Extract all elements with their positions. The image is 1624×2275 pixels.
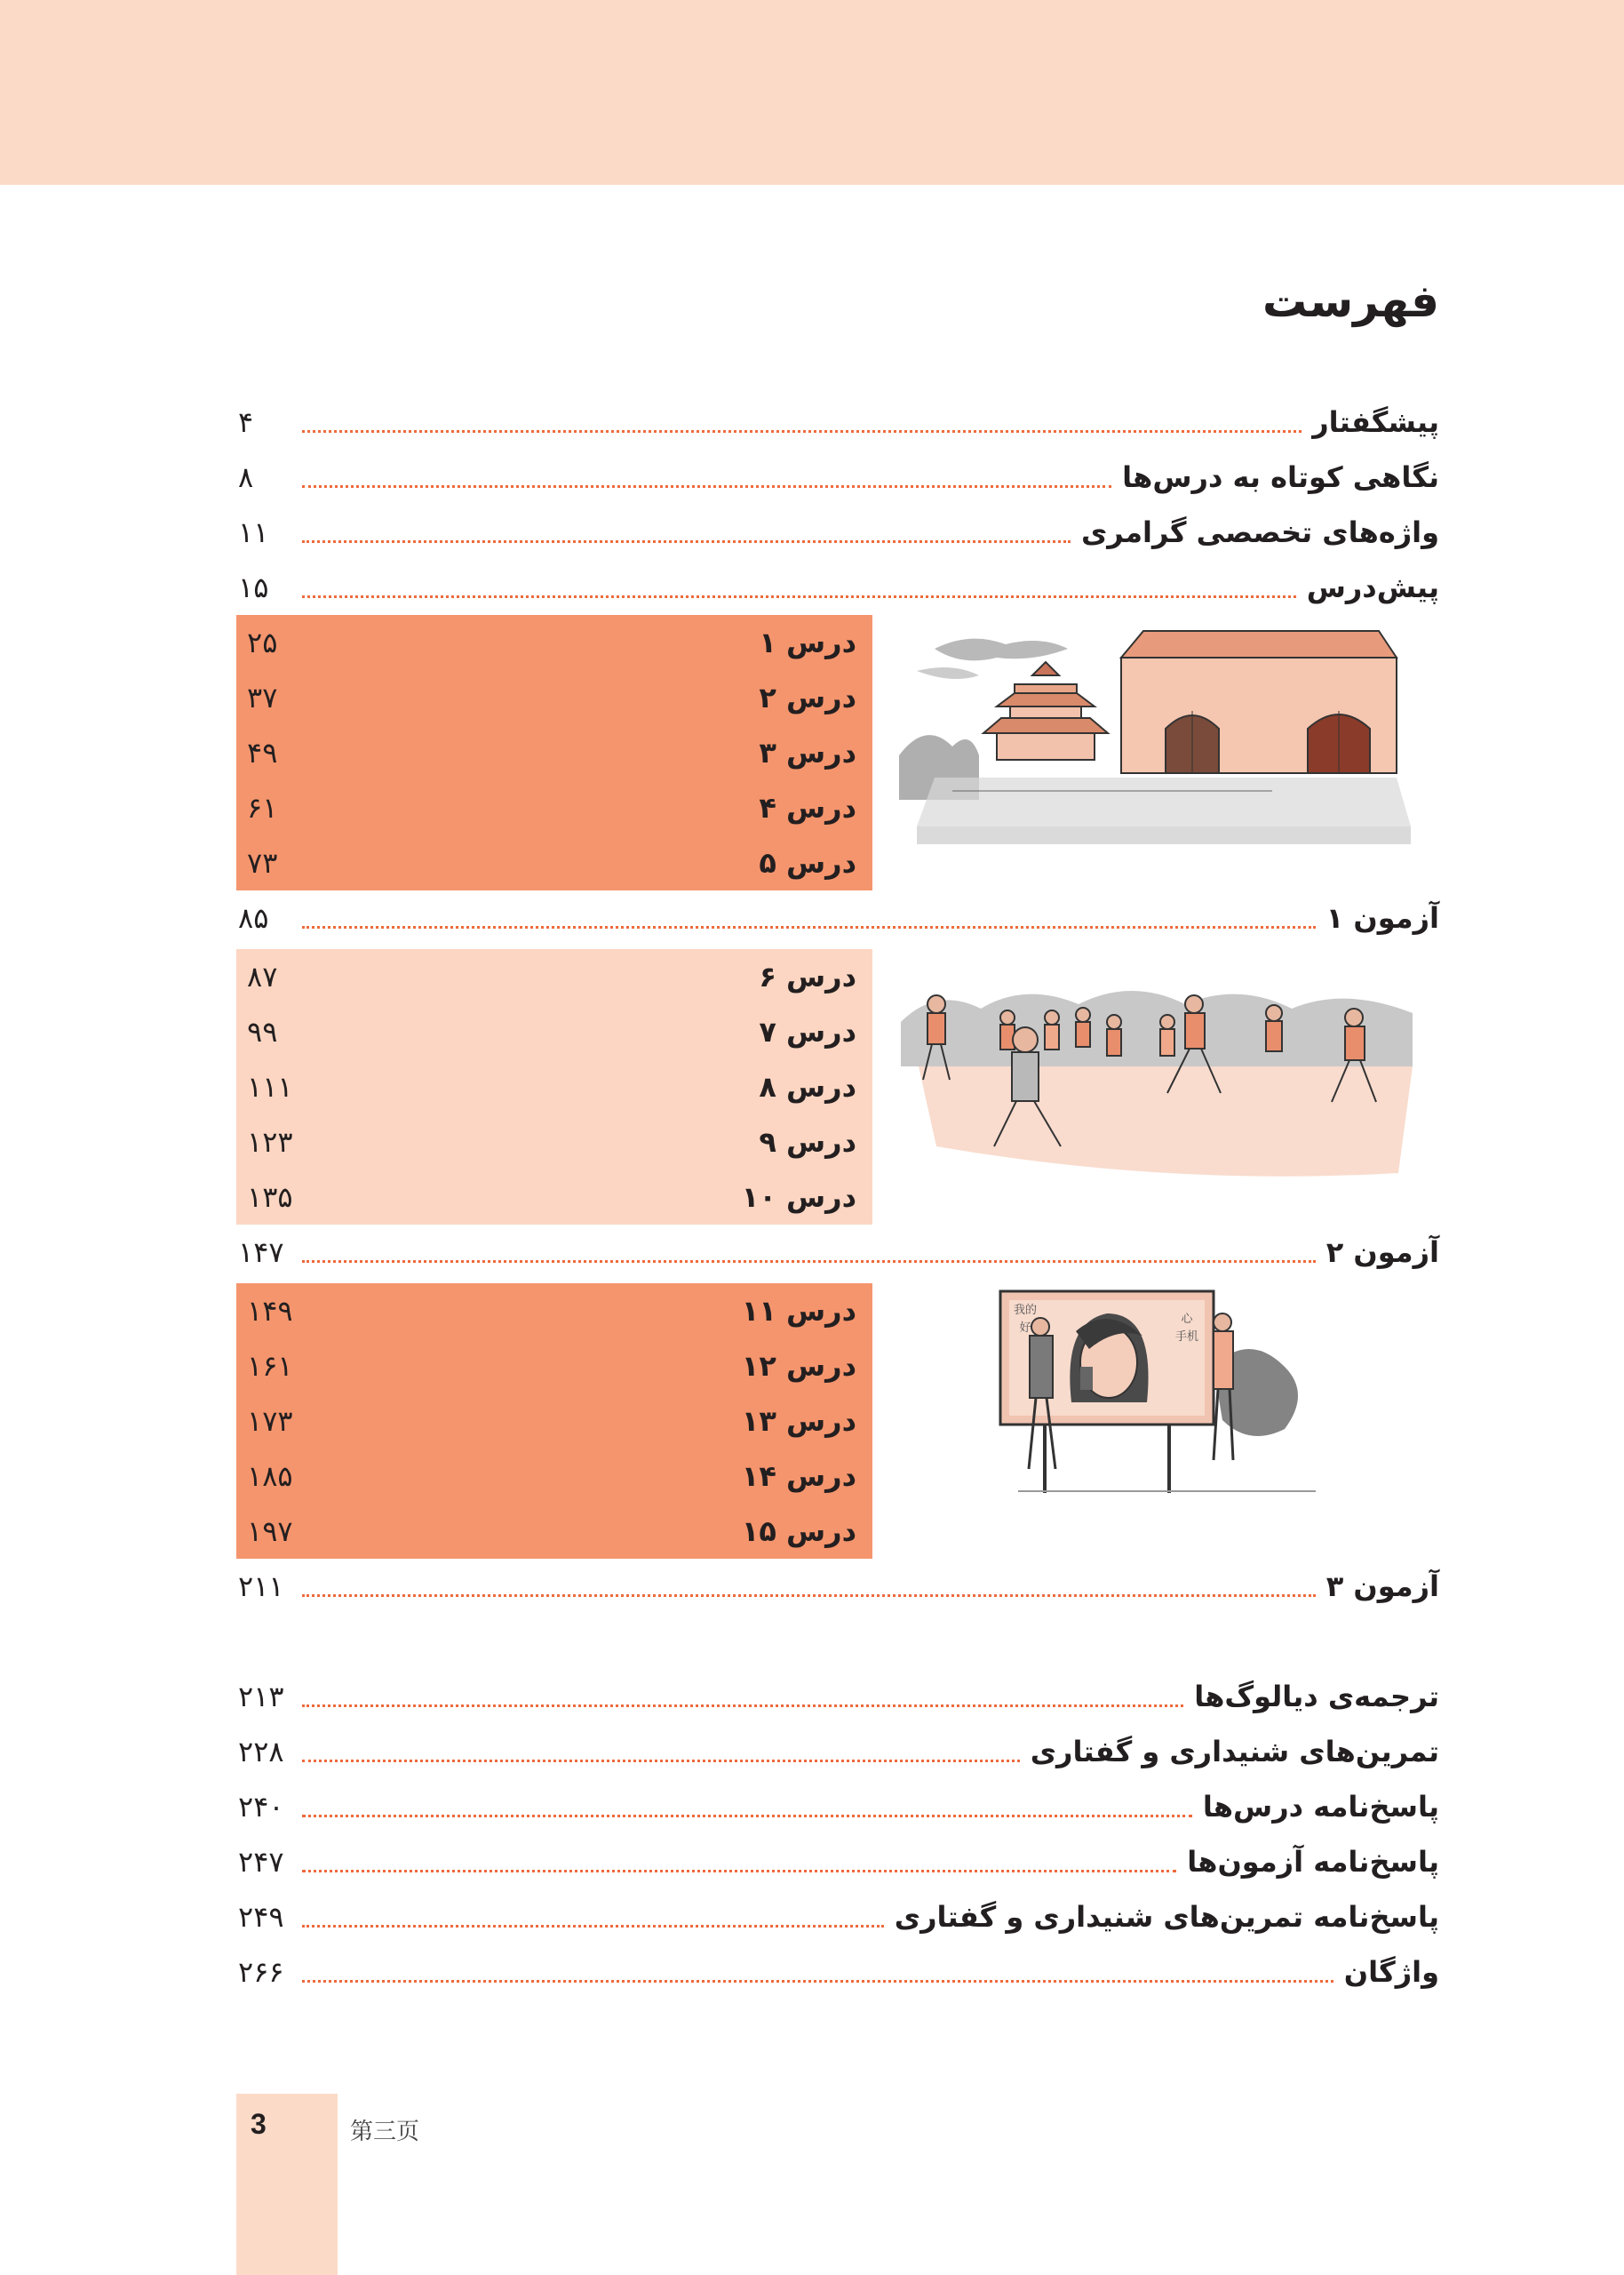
lesson-name: درس ۶ [759, 960, 856, 994]
toc-row-test-2[interactable] [238, 1225, 1439, 1280]
toc-label: نگاهی کوتاه به درس‌ها [1122, 460, 1439, 494]
dot-leader [302, 595, 1296, 598]
toc-page-number: ۲۲۸ [238, 1735, 284, 1768]
toc-row-listening-answers[interactable] [238, 1889, 1439, 1944]
toc-row-test-3[interactable] [238, 1559, 1439, 1614]
lesson-name: درس ۴ [759, 791, 856, 825]
lesson-page-number: ۱۸۵ [247, 1459, 293, 1493]
lesson-page-number: ۴۹ [247, 736, 278, 770]
lesson-row[interactable] [236, 1449, 872, 1504]
lesson-page-number: ۹۹ [247, 1015, 278, 1049]
toc-row-listening-exercises[interactable] [238, 1724, 1439, 1779]
svg-text:手机: 手机 [1174, 1330, 1199, 1344]
svg-text:好: 好 [1019, 1321, 1031, 1335]
lesson-row[interactable] [236, 1114, 872, 1169]
toc-row-test-1[interactable] [238, 890, 1439, 946]
lesson-name: درس ۱۴ [741, 1459, 856, 1493]
dot-leader [302, 1760, 1020, 1762]
lesson-name: درس ۵ [759, 846, 856, 880]
toc-row-grammar-terms[interactable] [238, 505, 1439, 560]
lesson-row[interactable] [236, 1338, 872, 1393]
lesson-row[interactable] [236, 670, 872, 725]
dot-leader [302, 1815, 1192, 1817]
toc-page-number: ۴ [238, 405, 254, 439]
toc-row-lessons-overview[interactable] [238, 450, 1439, 505]
lesson-page-number: ۱۴۹ [247, 1294, 293, 1328]
toc-label: پیش‌درس [1306, 571, 1439, 604]
dot-leader [302, 1260, 1316, 1263]
toc-page-number: ۸ [238, 460, 254, 494]
toc-page-number: ۲۴۷ [238, 1845, 284, 1879]
dot-leader [302, 430, 1302, 433]
temple-gate-illustration [899, 622, 1411, 844]
page-title: فهرست [1262, 275, 1439, 327]
dot-leader [302, 1870, 1176, 1872]
dot-leader [302, 1925, 884, 1928]
lesson-row[interactable] [236, 1004, 872, 1059]
lesson-row[interactable] [236, 1393, 872, 1449]
lesson-page-number: ۱۹۷ [247, 1514, 293, 1548]
toc-row-vocabulary[interactable] [238, 1944, 1439, 2000]
svg-text:我的: 我的 [1013, 1304, 1038, 1317]
dot-leader [302, 1980, 1333, 1983]
toc-row-dialogue-translation[interactable] [238, 1669, 1439, 1724]
lesson-page-number: ۱۶۱ [247, 1349, 293, 1383]
lesson-page-number: ۱۲۳ [247, 1125, 293, 1159]
top-color-band [0, 0, 1624, 185]
park-exercise-illustration [901, 969, 1413, 1182]
lesson-row[interactable] [236, 1504, 872, 1559]
toc-row-lesson-answers[interactable] [238, 1779, 1439, 1834]
toc-label: پیشگفتار [1312, 405, 1439, 439]
toc-page-number: ۸۵ [238, 901, 269, 935]
lesson-row[interactable] [236, 615, 872, 670]
lesson-row[interactable] [236, 1059, 872, 1114]
toc-label: پاسخ‌نامه آزمون‌ها [1187, 1845, 1439, 1879]
lesson-page-number: ۷۳ [247, 846, 278, 880]
lesson-row[interactable] [236, 780, 872, 835]
lesson-name: درس ۳ [759, 736, 856, 770]
toc-page-number: ۱۱ [238, 515, 269, 549]
toc-label: واژگان [1343, 1955, 1439, 1989]
toc-page-number: ۱۴۷ [238, 1235, 284, 1269]
toc-label: آزمون ۱ [1325, 901, 1439, 935]
dot-leader [302, 1594, 1316, 1597]
lesson-name: درس ۸ [759, 1070, 856, 1104]
toc-label: آزمون ۲ [1325, 1235, 1439, 1269]
toc-page-number: ۲۱۳ [238, 1680, 284, 1713]
toc-page-number: ۱۵ [238, 571, 269, 604]
lesson-name: درس ۱۰ [741, 1180, 856, 1214]
lesson-row[interactable] [236, 949, 872, 1004]
toc-label: ترجمه‌ی دیالوگ‌ها [1194, 1680, 1439, 1713]
lesson-page-number: ۲۵ [247, 626, 278, 659]
toc-page-number: ۲۴۰ [238, 1790, 284, 1824]
svg-text:心: 心 [1181, 1313, 1193, 1326]
lesson-block-unit-1 [236, 615, 872, 890]
toc-page-number: ۲۱۱ [238, 1569, 284, 1603]
lesson-page-number: ۳۷ [247, 681, 278, 714]
toc-label: پاسخ‌نامه درس‌ها [1202, 1790, 1439, 1824]
lesson-page-number: ۱۳۵ [247, 1180, 293, 1214]
lesson-page-number: ۸۷ [247, 960, 278, 994]
lesson-name: درس ۲ [759, 681, 856, 714]
lesson-row[interactable] [236, 835, 872, 890]
footer-page-number: 3 [251, 2108, 267, 2140]
toc-row-preface[interactable] [238, 395, 1439, 450]
lesson-page-number: ۶۱ [247, 791, 278, 825]
footer-page-label: 第三页 [350, 2119, 420, 2145]
dot-leader [302, 1704, 1183, 1707]
lesson-name: درس ۱۵ [741, 1514, 856, 1548]
lesson-name: درس ۱۳ [741, 1404, 856, 1438]
lesson-block-unit-3 [236, 1283, 872, 1559]
lesson-name: درس ۹ [759, 1125, 856, 1159]
lesson-page-number: ۱۱۱ [247, 1070, 293, 1104]
dot-leader [302, 540, 1071, 543]
phone-billboard-illustration [991, 1287, 1320, 1493]
lesson-page-number: ۱۷۳ [247, 1404, 293, 1438]
toc-label: پاسخ‌نامه تمرین‌های شنیداری و گفتاری [894, 1900, 1439, 1934]
toc-page-number: ۲۶۶ [238, 1955, 284, 1989]
lesson-name: درس ۱ [759, 626, 856, 659]
toc-label: تمرین‌های شنیداری و گفتاری [1030, 1735, 1439, 1768]
lesson-name: درس ۷ [759, 1015, 856, 1049]
lesson-name: درس ۱۲ [741, 1349, 856, 1383]
lesson-row[interactable] [236, 1283, 872, 1338]
toc-label: آزمون ۳ [1325, 1569, 1439, 1603]
lesson-row[interactable] [236, 725, 872, 780]
lesson-row[interactable] [236, 1169, 872, 1225]
toc-label: واژه‌های تخصصی گرامری [1080, 515, 1439, 549]
toc-row-pre-lesson[interactable] [238, 560, 1439, 615]
lesson-block-unit-2 [236, 949, 872, 1225]
toc-page-number: ۲۴۹ [238, 1900, 284, 1934]
lesson-name: درس ۱۱ [741, 1294, 856, 1328]
toc-row-test-answers[interactable] [238, 1834, 1439, 1889]
dot-leader [302, 485, 1111, 488]
dot-leader [302, 926, 1316, 929]
